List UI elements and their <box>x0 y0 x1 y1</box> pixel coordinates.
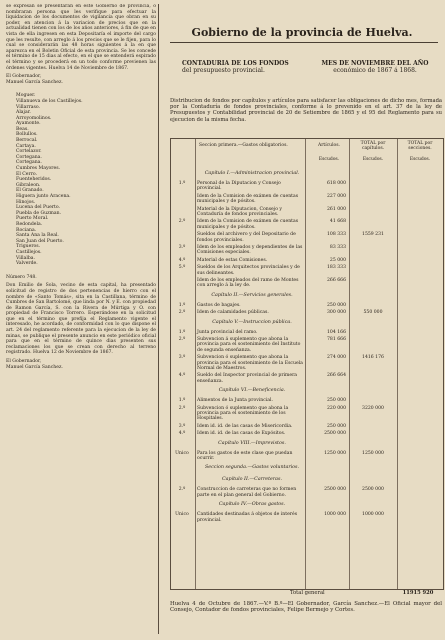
chapter-total: 1250 000 <box>362 450 384 456</box>
article-number: 1.º <box>178 181 186 186</box>
chapter-total: 1416 176 <box>362 355 384 361</box>
right-column <box>162 4 442 636</box>
article-amount: 83 333 <box>329 245 346 250</box>
place-item: Alajar. <box>16 110 31 116</box>
article-amount: 1250 000 <box>324 450 346 456</box>
article-number: Unico <box>175 512 189 518</box>
notice-paragraph-1: se expresan se presentaran en este Gobierno de provincia, ó nombraran persona que les verifique para efectuar la liquidacion de los documentos de vigilancia que obran en su poder, en atencion á la variacion de precios que en la actualidad tienen con los de los años anteriores, á fin de que en vista de ella ingresen en esta Depositaría el importe del cargo que les resulte, con arreglo á los precios que se le fijen, para lo cual se considerarán las 48 horas siguientes á la en que aparezca en el Boletin Oficial de esta provincia. Se les concede el término de 15 dias al efecto, en el que se entenderá espirado el término y se procederá en un todo conforme previenen las órdenes vigentes. Huelva 14 de Noviembre de 1867. <box>6 4 156 71</box>
place-item: Gibraleon. <box>16 182 41 188</box>
concept: Alimentos de la Junta provincial. <box>197 398 273 404</box>
concept: Idem de los empleados y dependientes de las Comisiones especiales. <box>197 245 303 256</box>
concept: Para los gastos de este clase que puedan ocurrir. <box>197 450 293 461</box>
article-number: 3.º <box>178 245 186 250</box>
concept: Sueldo del Inspector provincial de primera enseñanza. <box>197 373 298 384</box>
article-number: 1.º <box>178 329 186 335</box>
total-label: Total general <box>290 590 325 596</box>
article-number: 3.º <box>178 423 186 429</box>
article-amount: 250 000 <box>327 423 346 429</box>
place-list <box>6 93 156 266</box>
chapter-heading: Capítulo VIII.—Imprevistos. <box>218 440 286 446</box>
chapter-heading: Capítulo VI.—Beneficencia. <box>218 388 286 394</box>
page-title: Gobierno de la provincia de Huelva. <box>191 26 413 39</box>
concept: Subvencion ó suplemento que abona la provincia para el sostenimiento de los Hospitales. <box>197 405 289 422</box>
place-item: Valverde. <box>16 261 38 267</box>
concept: Subvencion á suplemento que abona la provincia para el sostenimiento del Instituto de segunda enseñanza. <box>197 337 301 353</box>
chapter-heading: Seccion segunda.—Gastos voluntarios. <box>204 465 300 471</box>
table-divider <box>195 139 196 589</box>
chapter-total: 1000 000 <box>362 512 384 518</box>
total-secciones-header: TOTAL por secciones. <box>407 141 433 152</box>
article-amount: 2500 000 <box>324 431 346 437</box>
concept: Sueldos de los Arquitectos provinciales y de sus delineantes. <box>197 265 300 276</box>
place-item: El Cerro. <box>16 171 38 177</box>
concept: Personal de la Diputacion y Consejo provincial. <box>197 181 281 192</box>
place-item: Hinojos. <box>16 199 36 205</box>
concept: Construccion de carreteras que no formen parte en el plan general del Gobierno. <box>197 487 297 498</box>
place-item: Cortegana. <box>16 160 42 166</box>
concept: Idem de la Comision de exámen de cuentas municipales y de pósitos. <box>197 219 299 230</box>
signature-title-2: El Gobernador, <box>6 359 42 365</box>
place-item: Redondela. <box>16 221 43 227</box>
chapter-total: 2500 000 <box>362 487 384 493</box>
chapter-total: 1559 231 <box>362 232 384 238</box>
article-amount: 1000 000 <box>324 512 346 518</box>
place-item: Beas. <box>16 126 29 132</box>
article-amount: 250 000 <box>327 302 346 308</box>
place-item: Cumbres Mayores. <box>16 166 61 172</box>
place-item: El Granado. <box>16 188 44 194</box>
article-number: 2.º <box>178 219 186 225</box>
article-number: 1.º <box>178 302 186 308</box>
total-value: 11915 920 <box>402 590 434 596</box>
concept: Idem de la Comision de exámen de cuentas municipales y de pósitos. <box>197 193 299 205</box>
place-item: Trigueros. <box>16 244 41 250</box>
chapter-total: 3220 000 <box>362 405 384 411</box>
left-column <box>6 4 156 636</box>
right-subheading: económico de 1867 á 1868. <box>333 67 417 74</box>
article-number: 2.º <box>178 487 186 493</box>
place-item: Villanueva de los Castillejos. <box>16 98 83 104</box>
article-amount: 108 333 <box>327 232 346 238</box>
concept: Idem id. id. de las casas de Misericordia. <box>197 423 293 429</box>
left-heading: CONTADURIA DE LOS FONDOS <box>182 60 289 67</box>
article-number: 4.º <box>178 373 186 379</box>
signature-name-2: Manuel García Sanchez. <box>6 364 63 370</box>
place-item: Arroyomolinos. <box>16 115 52 121</box>
title-rule <box>170 42 438 43</box>
article-amount: 618 000 <box>327 181 346 186</box>
place-item: Berrocal. <box>16 138 38 144</box>
article-amount: 300 000 <box>327 310 346 316</box>
article-number: 2.º <box>178 310 186 316</box>
chapter-heading: Capítulo I.—Administracion provincial. <box>204 171 300 176</box>
article-number: 1.º <box>178 398 186 404</box>
concept: Idem de los empleados del ramo de Montes con arreglo á la ley de. <box>197 278 299 289</box>
left-subheading: del presupuesto provincial. <box>182 67 265 74</box>
right-heading: MES DE NOVIEMBRE DEL AÑO <box>321 60 429 67</box>
unit-label: Escudos. <box>362 157 384 162</box>
total-capitulos-header: TOTAL por capítulos. <box>360 141 386 152</box>
article-number: 2.º <box>178 405 186 411</box>
chapter-heading: Capítulo II.—Carreteras. <box>221 477 283 483</box>
article-number: 5.º <box>178 265 186 271</box>
concept: Gastos de bagajes. <box>197 302 241 308</box>
article-amount: 250 000 <box>327 398 346 404</box>
footer-note: Huelva 4 de Octubre de 1867.—V.º B.º—El Gobernador, García Sanchez.—El Oficial mayor del Consejo, Contador de fondos provinciales, Felipe Bermejo y Cortes. <box>170 601 442 614</box>
place-item: Cortelazor. <box>16 149 42 155</box>
concept: Subvencion ó suplemento que abona la provincia para el sostenimiento de la Escuela Normal de Maestros. <box>197 355 303 371</box>
chapter-heading: Capítulo II.—Servicios generales. <box>211 292 293 298</box>
place-item: Lucena del Puerto. <box>16 205 61 211</box>
notice-paragraph-2: Don Emilio de Sola, vecino de esta capital, ha presentado solicitud de registro de dos pertenencias de hierro con el nombre de «Santo Tomás», sita en la Castillana, término de Cumbres de San Bartolomé, que linda por N. y E. con propiedad de Ramon García, S. con la Rivera de Múrtiga y O. con propiedad de Francisco Torrero. Esperándose en la solicitud que en el término que prefija el Reglamento vigente el interesado, he acordado, de conformidad con lo que dispone el art. 24 del reglamento referente para la ejecucion de la ley de minas, se publique el presente anuncio en este periódico oficial para que en el término de quince dias presenten sus reclamaciones los que se crean con derecho al terreno registrado. Huelva 12 de Noviembre de 1867. <box>6 283 156 356</box>
concept: Idem id. id. de las casas de Expósitos. <box>197 431 286 437</box>
place-item: Cortegana. <box>16 154 42 160</box>
article-amount: 266 664 <box>327 373 346 379</box>
concept: Idem de calamidades públicas. <box>197 310 269 316</box>
article-amount: 41 668 <box>329 219 346 225</box>
chapter-total: 550 000 <box>363 310 383 316</box>
concept: Cantidades destinadas á objetos de interés provincial. <box>197 512 298 523</box>
table-divider <box>349 139 350 589</box>
signature-name-1: Manuel García Sanchez. <box>6 79 63 85</box>
place-item: Fuenteheridos. <box>16 177 52 183</box>
article-amount: 266 666 <box>327 278 346 283</box>
concept: Material de la Diputacion, Consejo y Contaduría de fondos provinciales. <box>197 206 283 217</box>
article-amount: 104 166 <box>327 329 346 335</box>
article-amount: 274 000 <box>327 355 346 361</box>
place-item: Castillejos. <box>16 249 42 255</box>
article-number: 2.º <box>178 337 186 342</box>
article-number: 4.º <box>178 431 186 437</box>
place-item: Bollullos. <box>16 132 38 138</box>
place-item: Cartaya. <box>16 143 36 149</box>
article-amount: 781 666 <box>327 337 346 342</box>
article-amount: 261 000 <box>327 206 346 212</box>
signature-title-1: El Gobernador, <box>6 74 42 80</box>
intro-paragraph: Distribucion de fondos por capítulos y artículos para satisfacer las obligaciones de dicho mes, formada por la Contaduría de fondos provinciales, conforme á lo prevenido en el art. 37 de la ley de Presupuestos y Contabilidad provincial de 20 de Setiembre de 1865 y el 95 del Reglamento para su ejecucion de la misma fecha. <box>170 98 442 123</box>
article-number: Unico <box>175 450 189 456</box>
place-item: San Juan del Puerto. <box>16 238 64 244</box>
place-item: Rociana. <box>16 227 37 233</box>
notice-number: Número 748. <box>6 274 37 280</box>
chapter-heading: Capítulo IV.—Obras gastos. <box>218 502 286 508</box>
section-header: Seccion primera.—Gastos obligatorios. <box>199 143 288 148</box>
budget-table <box>170 138 444 590</box>
table-divider <box>397 139 398 589</box>
column-divider <box>158 4 159 634</box>
place-item: Puebla de Guzman. <box>16 210 62 216</box>
article-number: 3.º <box>178 355 186 361</box>
place-item: Moguer. <box>16 93 36 99</box>
concept: Junta provincial del ramo. <box>197 329 258 335</box>
concept: Sueldos del archivero y del Depositario de fondos provinciales. <box>197 232 296 243</box>
place-item: Villarraso. <box>16 104 41 110</box>
article-amount: 183 333 <box>327 265 346 271</box>
articulos-header: Artículos. <box>318 143 340 148</box>
unit-label: Escudos. <box>318 157 340 162</box>
right-header <box>312 60 438 74</box>
unit-label: Escudos. <box>409 157 431 162</box>
place-item: Higuera junto Aracena. <box>16 194 71 199</box>
article-amount: 227 000 <box>327 193 346 199</box>
left-header <box>182 60 302 74</box>
place-item: Santa Ana la Real. <box>16 233 59 239</box>
chapter-heading: Capítulo V.—Instruccion pública. <box>212 319 292 325</box>
article-number: 4.º <box>178 257 186 263</box>
article-amount: 220 000 <box>327 405 346 411</box>
place-item: Puerto Moral. <box>16 216 49 222</box>
place-item: Ayamonte. <box>16 121 41 127</box>
article-amount: 2500 000 <box>324 487 346 493</box>
concept: Material de estas Comisiones. <box>197 257 268 263</box>
article-amount: 25 000 <box>329 257 346 263</box>
place-item: Villalba. <box>16 255 35 261</box>
